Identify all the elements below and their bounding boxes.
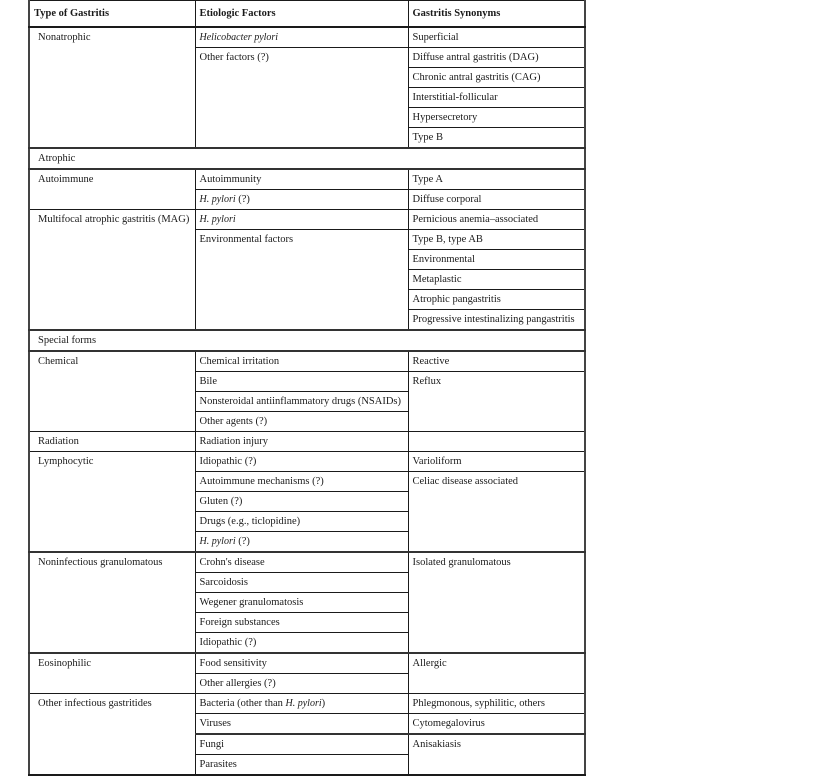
etiology-cell: Sarcoidosis [195, 573, 408, 593]
etiology-italic: Helicobacter pylori [199, 32, 279, 43]
synonym-cell: Celiac disease associated [408, 472, 585, 553]
table-row [29, 694, 585, 714]
gastritis-classification-table [28, 0, 586, 776]
etiology-cell: Bile [195, 372, 408, 392]
etiology-cell: Foreign substances [195, 613, 408, 633]
etiology-cell: Idiopathic (?) [195, 452, 408, 472]
synonym-cell: Chronic antral gastritis (CAG) [408, 68, 585, 88]
type-cell: Multifocal atrophic gastritis (MAG) [29, 210, 195, 331]
synonym-cell: Reflux [408, 372, 585, 432]
etiology-cell: Nonsteroidal antiinflammatory drugs (NSAIDs) [195, 392, 408, 412]
etiology-cell [195, 210, 408, 230]
type-cell: Nonatrophic [29, 27, 195, 148]
type-cell: Autoimmune [29, 169, 195, 210]
etiology-cell: Crohn's disease [195, 552, 408, 573]
etiology-cell [195, 190, 408, 210]
etiology-text: Bacteria (other than [199, 698, 286, 709]
etiology-cell: Autoimmune mechanisms (?) [195, 472, 408, 492]
etiology-qualifier: (?) [238, 536, 250, 547]
section-row [29, 148, 585, 169]
synonym-cell: Interstitial-follicular [408, 88, 585, 108]
table-row [29, 27, 585, 48]
type-cell: Noninfectious granulomatous [29, 552, 195, 653]
synonym-cell: Atrophic pangastritis [408, 290, 585, 310]
etiology-italic: H. pylori [199, 536, 236, 547]
synonym-cell: Hypersecretory [408, 108, 585, 128]
etiology-cell: Other agents (?) [195, 412, 408, 432]
etiology-cell [195, 694, 408, 714]
header-row [29, 1, 585, 28]
etiology-cell: Parasites [195, 755, 408, 776]
type-cell: Chemical [29, 351, 195, 432]
etiology-cell: Drugs (e.g., ticlopidine) [195, 512, 408, 532]
type-cell: Eosinophilic [29, 653, 195, 694]
etiology-italic: H. pylori [199, 214, 236, 225]
synonym-cell: Allergic [408, 653, 585, 694]
type-cell: Lymphocytic [29, 452, 195, 553]
synonym-cell: Diffuse corporal [408, 190, 585, 210]
table-row [29, 432, 585, 452]
synonym-cell: Progressive intestinalizing pangastritis [408, 310, 585, 331]
etiology-cell [195, 532, 408, 553]
etiology-cell: Environmental factors [195, 230, 408, 331]
table-row [29, 552, 585, 573]
section-special-forms: Special forms [29, 330, 585, 351]
etiology-cell: Idiopathic (?) [195, 633, 408, 654]
etiology-cell [195, 27, 408, 48]
table-row [29, 452, 585, 472]
synonym-cell: Type B [408, 128, 585, 149]
etiology-cell: Chemical irritation [195, 351, 408, 372]
type-cell: Radiation [29, 432, 195, 452]
etiology-cell: Other factors (?) [195, 48, 408, 149]
etiology-text: ) [321, 698, 326, 709]
etiology-cell: Wegener granulomatosis [195, 593, 408, 613]
synonym-cell: Diffuse antral gastritis (DAG) [408, 48, 585, 68]
synonym-cell: Metaplastic [408, 270, 585, 290]
table-row [29, 210, 585, 230]
etiology-italic: H. pylori [199, 194, 236, 205]
synonym-cell: Environmental [408, 250, 585, 270]
synonym-cell: Anisakiasis [408, 734, 585, 775]
section-atrophic: Atrophic [29, 148, 585, 169]
etiology-cell: Other allergies (?) [195, 674, 408, 694]
synonym-cell: Pernicious anemia–associated [408, 210, 585, 230]
table-row [29, 653, 585, 674]
synonym-cell: Reactive [408, 351, 585, 372]
table-row [29, 169, 585, 190]
etiology-cell: Autoimmunity [195, 169, 408, 190]
header-type: Type of Gastritis [29, 1, 195, 28]
etiology-cell: Fungi [195, 734, 408, 755]
etiology-italic: H. pylori [285, 698, 322, 709]
synonym-cell: Type B, type AB [408, 230, 585, 250]
section-row [29, 330, 585, 351]
synonym-cell: Superficial [408, 27, 585, 48]
type-cell: Other infectious gastritides [29, 694, 195, 776]
synonym-cell: Isolated granulomatous [408, 552, 585, 653]
synonym-cell: Type A [408, 169, 585, 190]
etiology-qualifier: (?) [238, 194, 250, 205]
synonym-cell-empty [408, 432, 585, 452]
synonym-cell: Cytomegalovirus [408, 714, 585, 735]
etiology-cell: Viruses [195, 714, 408, 735]
table-row [29, 351, 585, 372]
synonym-cell: Varioliform [408, 452, 585, 472]
etiology-cell: Food sensitivity [195, 653, 408, 674]
header-etiology: Etiologic Factors [195, 1, 408, 28]
synonym-cell: Phlegmonous, syphilitic, others [408, 694, 585, 714]
header-synonyms: Gastritis Synonyms [408, 1, 585, 28]
etiology-cell: Gluten (?) [195, 492, 408, 512]
etiology-cell: Radiation injury [195, 432, 408, 452]
